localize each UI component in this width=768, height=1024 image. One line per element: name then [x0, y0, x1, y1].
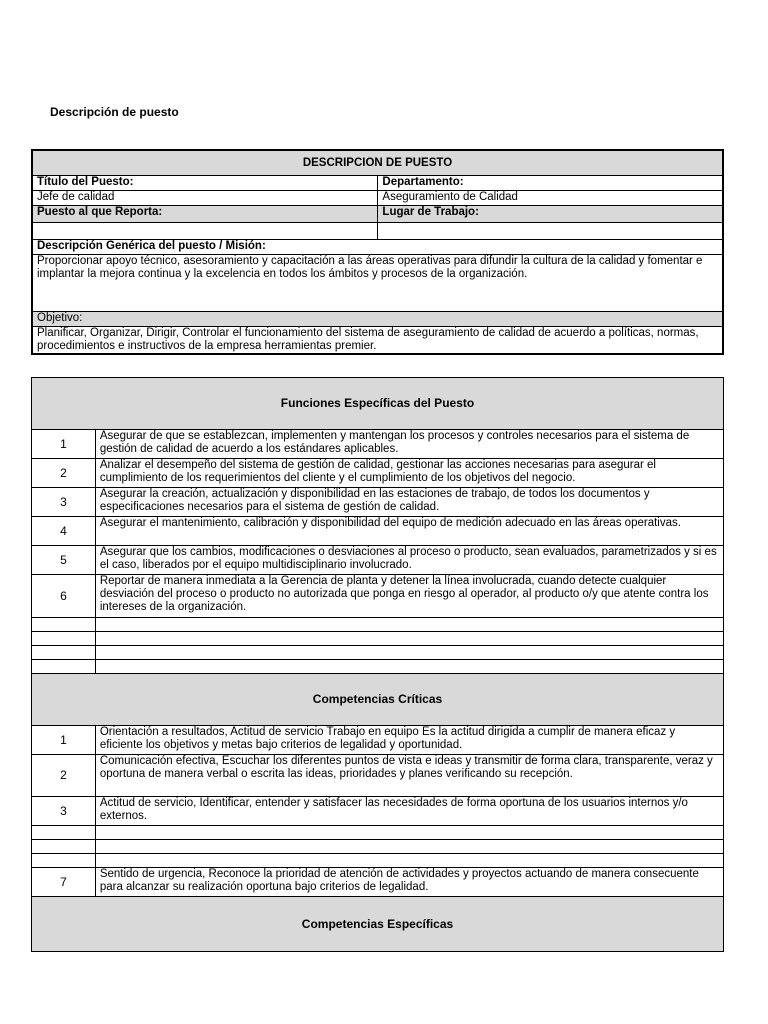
lugar-value	[378, 223, 723, 240]
row-text: Analizar el desempeño del sistema de gestión de calidad, gestionar las acciones necesarias para asegurar el cumplimiento de los requerimientos del cliente y el cumplimiento de los objetivos del negocio.	[95, 459, 723, 488]
row-number: 7	[32, 868, 96, 897]
objetivo-label: Objetivo:	[32, 312, 723, 327]
table-row	[32, 459, 724, 488]
table-row	[32, 488, 724, 517]
table-row	[32, 517, 724, 546]
row-number: 2	[32, 755, 96, 797]
empty-row	[32, 854, 724, 868]
functions-competencies-table	[31, 377, 724, 952]
mision-label: Descripción Genérica del puesto / Misión:	[32, 240, 723, 255]
table-row	[32, 726, 724, 755]
table-row	[32, 575, 724, 618]
row-number: 5	[32, 546, 96, 575]
row-text: Asegurar el mantenimiento, calibración y disponibilidad del equipo de medición adecuado en las áreas operativas.	[95, 517, 723, 546]
reporta-label: Puesto al que Reporta:	[32, 206, 378, 223]
objetivo-text: Planificar, Organizar, Dirigir, Controlar el funcionamiento del sistema de aseguramiento de calidad de acuerdo a políticas, normas, procedimientos e instructivos de la empresa herramientas premier.	[32, 327, 723, 355]
reporta-value	[32, 223, 378, 240]
empty-row	[32, 826, 724, 840]
titulo-label: Título del Puesto:	[32, 176, 378, 191]
row-text: Actitud de servicio, Identificar, entender y satisfacer las necesidades de forma oportuna de los usuarios internos y/o externos.	[95, 797, 723, 826]
funciones-heading: Funciones Específicas del Puesto	[32, 378, 724, 430]
row-text: Asegurar la creación, actualización y disponibilidad en las estaciones de trabajo, de todos los documentos y especificaciones necesarios para el sistema de gestión de calidad.	[95, 488, 723, 517]
titulo-value: Jefe de calidad	[32, 191, 378, 206]
row-number: 6	[32, 575, 96, 618]
row-number: 3	[32, 797, 96, 826]
row-number: 1	[32, 430, 96, 459]
row-text: Comunicación efectiva, Escuchar los diferentes puntos de vista e ideas y transmitir de forma clara, transparente, veraz y oportuna de manera verbal o escrita las ideas, prioridades y planes verificando su recepción.	[95, 755, 723, 797]
empty-row	[32, 646, 724, 660]
table-row	[32, 755, 724, 797]
job-header-table	[31, 149, 724, 355]
empty-row	[32, 618, 724, 632]
table-row	[32, 868, 724, 897]
row-text: Orientación a resultados, Actitud de servicio Trabajo en equipo Es la actitud dirigida a cumplir de manera eficaz y eficiente los objetivos y metas bajo criterios de legalidad y oportunidad.	[95, 726, 723, 755]
empty-row	[32, 660, 724, 674]
document-title: Descripción de puesto	[50, 105, 179, 119]
row-text: Asegurar que los cambios, modificaciones o desviaciones al proceso o producto, sean evaluados, parametrizados y si es el caso, liberados por el equipo multidisciplinario involucrado.	[95, 546, 723, 575]
row-text: Reportar de manera inmediata a la Gerencia de planta y detener la línea involucrada, cuando detecte cualquier desviación del proceso o producto no autorizada que ponga en riesgo al operador, al producto o/y que atente contra los intereses de la organización.	[95, 575, 723, 618]
empty-row	[32, 632, 724, 646]
row-text: Asegurar de que se establezcan, implementen y mantengan los procesos y controles necesarios para el sistema de gestión de calidad de acuerdo a los estándares aplicables.	[95, 430, 723, 459]
table-row	[32, 797, 724, 826]
table-row	[32, 430, 724, 459]
row-number: 2	[32, 459, 96, 488]
competencias-especificas-heading: Competencias Específicas	[32, 897, 724, 952]
row-number: 1	[32, 726, 96, 755]
departamento-value: Aseguramiento de Calidad	[378, 191, 723, 206]
mision-text: Proporcionar apoyo técnico, asesoramiento y capacitación a las áreas operativas para difundir la cultura de la calidad y fomentar e implantar la mejora continua y la excelencia en todos los ámbitos y procesos de la organización.	[32, 255, 723, 312]
row-number: 4	[32, 517, 96, 546]
competencias-criticas-heading: Competencias Críticas	[32, 674, 724, 726]
departamento-label: Departamento:	[378, 176, 723, 191]
table-banner: DESCRIPCION DE PUESTO	[32, 150, 723, 176]
row-number: 3	[32, 488, 96, 517]
row-text: Sentido de urgencia, Reconoce la prioridad de atención de actividades y proyectos actuando de manera consecuente para alcanzar su realización oportuna bajo criterios de legalidad.	[95, 868, 723, 897]
table-row	[32, 546, 724, 575]
lugar-label: Lugar de Trabajo:	[378, 206, 723, 223]
empty-row	[32, 840, 724, 854]
